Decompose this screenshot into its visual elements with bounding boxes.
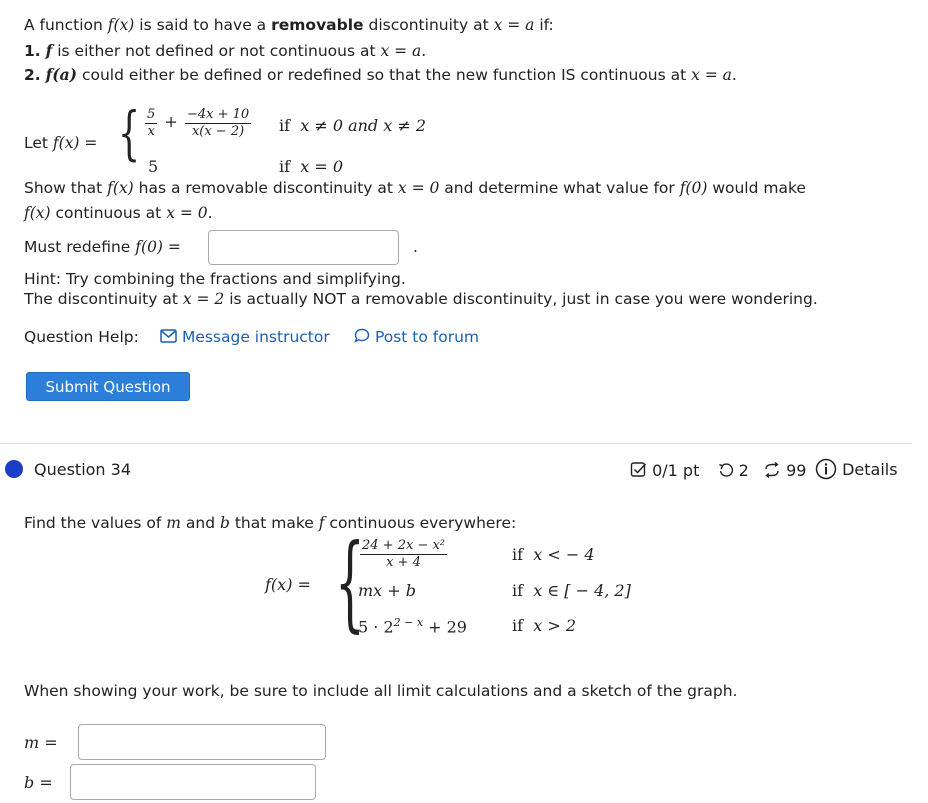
question-title: Question 34 — [34, 460, 132, 479]
let-label: Let f(x) = — [24, 134, 98, 152]
case-2-condition: if x = 0 — [279, 157, 343, 176]
redefine-period: . — [413, 238, 418, 256]
retry-arrows-icon — [763, 462, 781, 478]
q34-case-2-condition: if x ∈ [ − 4, 2] — [512, 581, 631, 600]
attempts-count: 2 — [738, 461, 749, 480]
q34-case-1-expression: $\frac{\text{24 + 2x − x²}}{x + 4}$ — [362, 538, 446, 570]
definition-item-1: 1. f is either not defined or not continuous at x = a. — [24, 41, 427, 60]
question-help: Question Help: — [24, 328, 139, 346]
definition-intro: A function f(x) is said to have a removable discontinuity at x = a if: — [24, 16, 554, 34]
message-instructor-link[interactable]: Message instructor — [160, 328, 330, 346]
case-1-condition: if x ≠ 0 and x ≠ 2 — [279, 116, 427, 135]
b-label: b = — [24, 773, 53, 792]
piecewise-brace: { — [118, 99, 141, 167]
retries-count: 99 — [786, 461, 807, 480]
q34-case-2-expression: mx + b — [358, 581, 417, 600]
chat-bubble-icon — [354, 328, 370, 343]
q34-case-3-condition: if x > 2 — [512, 616, 576, 635]
question-status-bullet — [5, 460, 23, 478]
info-icon — [815, 458, 837, 480]
hint-line-1: Hint: Try combining the fractions and simplifying. — [24, 270, 406, 288]
m-input[interactable] — [78, 724, 326, 760]
show-line-1: Show that f(x) has a removable discontinuity at x = 0 and determine what value for f(0) would make — [24, 179, 806, 197]
redefine-label: Must redefine f(0) = — [24, 238, 181, 256]
work-note: When showing your work, be sure to include all limit calculations and a sketch of the graph. — [24, 682, 738, 700]
piecewise-label: f(x) = — [265, 575, 311, 594]
piecewise-brace-q34: { — [335, 521, 365, 643]
case-2-expression: 5 — [148, 157, 159, 176]
definition-item-2: 2. f(a) could either be defined or redefined so that the new function IS continuous at x = a. — [24, 65, 737, 84]
checkbox-score-icon — [630, 461, 647, 478]
redefine-f0-input[interactable] — [208, 230, 399, 265]
section-divider — [0, 443, 912, 444]
submit-question-button[interactable]: Submit Question — [26, 372, 190, 401]
show-line-2: f(x) continuous at x = 0. — [24, 204, 213, 222]
attempts-undo-icon — [718, 462, 734, 478]
case-1-expression: $\frac{5}{x}$ + $\frac{-4x + 10}{x(x - 2)}$ — [147, 107, 250, 139]
hint-line-2: The discontinuity at x = 2 is actually NOT a removable discontinuity, just in case you were wondering. — [24, 290, 818, 308]
m-label: m = — [24, 733, 58, 752]
post-to-forum-link[interactable]: Post to forum — [354, 328, 479, 346]
mail-icon — [160, 329, 177, 343]
q34-case-1-condition: if x < − 4 — [512, 545, 595, 564]
q34-case-3-expression: $5 \cdot 2^{2 - x} + 29$ — [358, 616, 467, 637]
question-meta — [630, 461, 806, 480]
score: 0/1 pt — [652, 461, 700, 480]
details-toggle[interactable]: Details — [815, 458, 898, 480]
question-prompt: Find the values of m and b that make f continuous everywhere: — [24, 514, 517, 532]
b-input[interactable] — [70, 764, 316, 800]
